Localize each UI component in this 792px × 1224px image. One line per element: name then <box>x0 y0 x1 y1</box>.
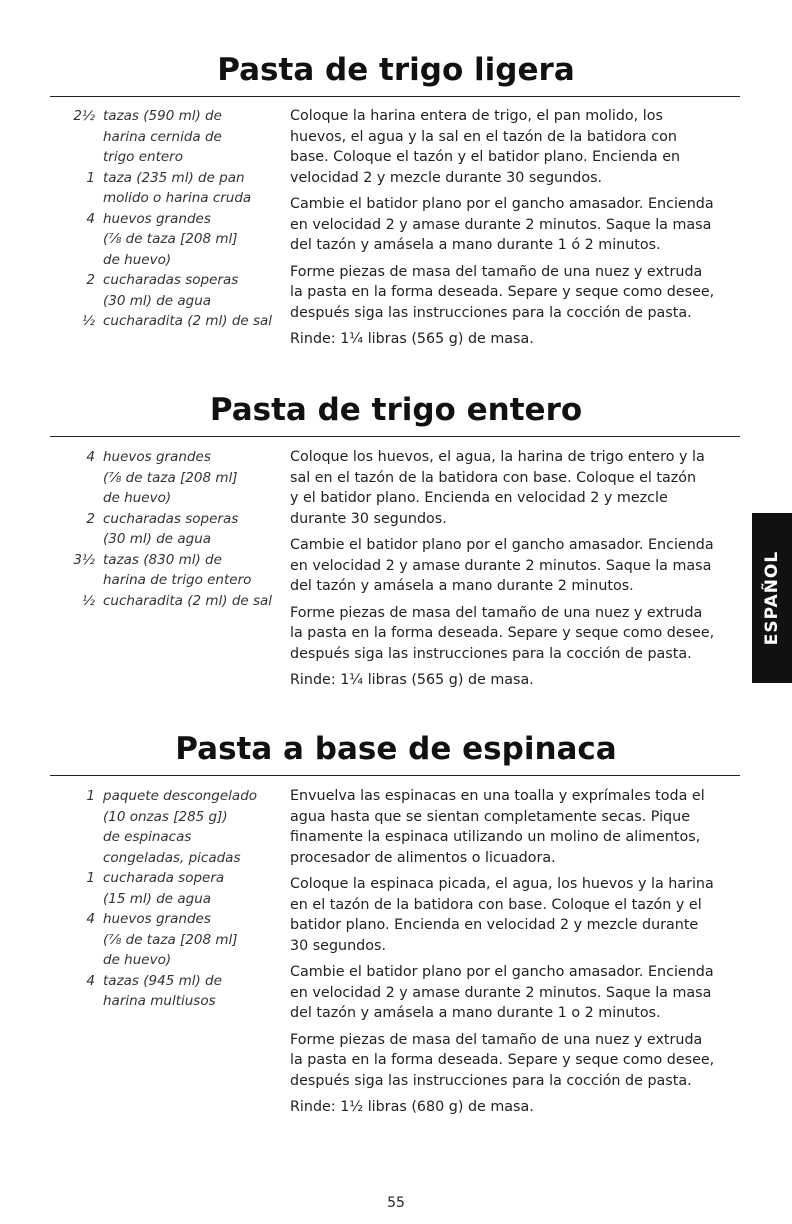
ingredient-text: (30 ml) de agua <box>103 531 212 547</box>
ingredient-quantity: 4 <box>86 972 95 989</box>
ingredient-quantity: 4 <box>86 449 95 465</box>
ingredient-list <box>50 106 280 332</box>
page-number: 55 <box>387 1195 405 1211</box>
ingredient-text: (15 ml) de agua <box>103 890 212 907</box>
ingredient-quantity: 1 <box>86 788 95 804</box>
ingredient-text: tazas (830 ml) de <box>103 551 222 568</box>
instruction-line: Forme piezas de masa del tamaño de una nuez y extruda <box>290 604 703 621</box>
ingredient-text: paquete descongelado <box>103 788 258 804</box>
ingredient-text: (⅞ de taza [208 ml] <box>103 931 238 948</box>
instruction-line: del tazón y amásela a mano durante 2 minutos. <box>290 578 634 594</box>
ingredient-quantity: 1 <box>86 870 95 886</box>
language-tab-label: ESPAÑOL <box>762 550 782 646</box>
ingredient-item <box>50 447 280 509</box>
instruction-paragraph <box>290 447 742 529</box>
instruction-line: finamente la espinaca utilizando un molino de alimentos, <box>290 829 701 845</box>
ingredient-list <box>50 786 280 1012</box>
instruction-line: en velocidad 2 y amase durante 2 minutos. Saque la masa <box>290 557 712 574</box>
ingredient-text: molido o harina cruda <box>103 190 252 206</box>
instruction-line: la pasta en la forma deseada. Separe y seque como desee, <box>290 1052 715 1068</box>
yield <box>290 1097 742 1118</box>
ingredient-text: de huevo) <box>103 490 172 506</box>
ingredient-item <box>50 971 280 1012</box>
ingredient-item <box>50 106 280 168</box>
instruction-paragraph <box>290 106 742 188</box>
instruction-line: 30 segundos. <box>290 937 386 954</box>
instruction-line: en velocidad 2 y amase durante 2 minutos. Saque la masa <box>290 216 712 233</box>
title-rule <box>50 775 740 776</box>
ingredient-text: de huevo) <box>103 952 172 968</box>
instructions <box>290 106 742 356</box>
instruction-line: en el tazón de la batidora con base. Coloque el tazón y el <box>290 896 702 913</box>
instruction-line: Cambie el batidor plano por el gancho amasador. Encienda <box>290 964 714 980</box>
ingredient-quantity: 3½ <box>73 551 95 568</box>
instruction-line: Forme piezas de masa del tamaño de una nuez y extruda <box>290 263 703 280</box>
instruction-paragraph <box>290 262 742 324</box>
ingredient-item <box>50 168 280 209</box>
instruction-line: del tazón y amásela a mano durante 1 ó 2 minutos. <box>290 237 661 253</box>
instruction-line: la pasta en la forma deseada. Separe y seque como desee, <box>290 625 715 641</box>
instruction-line: después siga las instrucciones para la cocción de pasta. <box>290 304 692 321</box>
ingredient-text: trigo entero <box>103 149 183 165</box>
ingredient-quantity: 2½ <box>73 108 95 124</box>
ingredient-quantity: ½ <box>81 313 95 329</box>
instruction-paragraph <box>290 535 742 597</box>
instruction-paragraph <box>290 194 742 256</box>
instruction-line: y el batidor plano. Encienda en velocidad 2 y mezcle <box>290 490 668 506</box>
ingredient-text: tazas (945 ml) de <box>103 972 222 989</box>
instruction-line: velocidad 2 y mezcle durante 30 segundos. <box>290 169 603 186</box>
instruction-line: después siga las instrucciones para la cocción de pasta. <box>290 645 692 662</box>
ingredient-text: de huevo) <box>103 251 172 268</box>
ingredient-text: (⅞ de taza [208 ml] <box>103 231 238 247</box>
ingredient-item <box>50 786 280 868</box>
ingredient-text: congeladas, picadas <box>103 849 241 866</box>
instruction-line: en velocidad 2 y amase durante 2 minutos. Saque la masa <box>290 984 712 1001</box>
ingredient-quantity: 2 <box>86 272 95 288</box>
ingredient-text: cucharadas soperas <box>103 272 239 288</box>
instruction-line: del tazón y amásela a mano durante 1 o 2 minutos. <box>290 1005 661 1021</box>
ingredient-text: de espinacas <box>103 829 192 845</box>
ingredient-text: huevos grandes <box>103 449 211 465</box>
ingredient-text: cucharada sopera <box>103 870 225 886</box>
ingredient-text: cucharadas soperas <box>103 510 239 527</box>
instruction-line: la pasta en la forma deseada. Separe y seque como desee, <box>290 284 715 300</box>
instruction-paragraph <box>290 874 742 956</box>
ingredient-item <box>50 311 280 332</box>
ingredient-item <box>50 270 280 311</box>
recipe-title: Pasta a base de espinaca <box>175 731 617 767</box>
ingredient-item <box>50 591 280 612</box>
yield <box>290 670 742 691</box>
yield-text: Rinde: 1¼ libras (565 g) de masa. <box>290 331 534 347</box>
yield <box>290 329 742 350</box>
ingredient-item <box>50 550 280 591</box>
instruction-line: Coloque los huevos, el agua, la harina de trigo entero y la <box>290 449 705 465</box>
instruction-line: sal en el tazón de la batidora con base. Coloque el tazón <box>290 469 697 486</box>
instruction-line: agua hasta que se sientan completamente secas. Pique <box>290 808 690 825</box>
title-rule <box>50 96 740 97</box>
ingredient-item <box>50 209 280 271</box>
instruction-line: Cambie el batidor plano por el gancho amasador. Encienda <box>290 537 714 553</box>
ingredient-quantity: 4 <box>86 210 95 227</box>
instruction-line: durante 30 segundos. <box>290 510 447 527</box>
instruction-paragraph <box>290 1030 742 1092</box>
instructions <box>290 447 742 697</box>
instructions <box>290 786 742 1124</box>
ingredient-text: tazas (590 ml) de <box>103 108 222 124</box>
ingredient-text: huevos grandes <box>103 911 211 927</box>
language-side-tab <box>752 513 792 683</box>
ingredient-item <box>50 909 280 971</box>
ingredient-list <box>50 447 280 611</box>
instruction-paragraph <box>290 786 742 868</box>
ingredient-text: huevos grandes <box>103 210 211 227</box>
ingredient-text: (⅞ de taza [208 ml] <box>103 469 238 486</box>
instruction-line: batidor plano. Encienda en velocidad 2 y mezcle durante <box>290 917 699 933</box>
instruction-line: Forme piezas de masa del tamaño de una nuez y extruda <box>290 1031 703 1048</box>
instruction-paragraph <box>290 962 742 1024</box>
recipe-title: Pasta de trigo entero <box>209 392 583 428</box>
instruction-line: procesador de alimentos o licuadora. <box>290 849 556 866</box>
ingredient-quantity: 1 <box>86 169 95 186</box>
ingredient-item <box>50 509 280 550</box>
ingredient-text: (10 onzas [285 g]) <box>103 808 228 825</box>
ingredient-text: cucharadita (2 ml) de sal <box>103 313 273 329</box>
ingredient-text: harina de trigo entero <box>103 572 252 588</box>
yield-text: Rinde: 1¼ libras (565 g) de masa. <box>290 672 534 688</box>
recipe-title: Pasta de trigo ligera <box>217 52 575 88</box>
instruction-line: después siga las instrucciones para la cocción de pasta. <box>290 1072 692 1089</box>
yield-text: Rinde: 1½ libras (680 g) de masa. <box>290 1099 534 1115</box>
title-rule <box>50 436 740 437</box>
instruction-line: Envuelva las espinacas en una toalla y exprímales toda el <box>290 788 705 804</box>
ingredient-quantity: ½ <box>81 592 95 609</box>
instruction-line: huevos, el agua y la sal en el tazón de la batidora con <box>290 128 677 145</box>
ingredient-text: harina multiusos <box>103 993 216 1009</box>
ingredient-item <box>50 868 280 909</box>
ingredient-text: cucharadita (2 ml) de sal <box>103 592 273 609</box>
instruction-line: Cambie el batidor plano por el gancho amasador. Encienda <box>290 196 714 212</box>
ingredient-text: harina cernida de <box>103 128 222 145</box>
instruction-line: Coloque la espinaca picada, el agua, los huevos y la harina <box>290 876 714 892</box>
ingredient-text: taza (235 ml) de pan <box>103 169 245 186</box>
instruction-paragraph <box>290 603 742 665</box>
ingredient-quantity: 4 <box>86 911 95 927</box>
ingredient-quantity: 2 <box>86 510 95 527</box>
instruction-line: Coloque la harina entera de trigo, el pan molido, los <box>290 108 663 124</box>
instruction-line: base. Coloque el tazón y el batidor plano. Encienda en <box>290 149 681 165</box>
ingredient-text: (30 ml) de agua <box>103 292 212 309</box>
